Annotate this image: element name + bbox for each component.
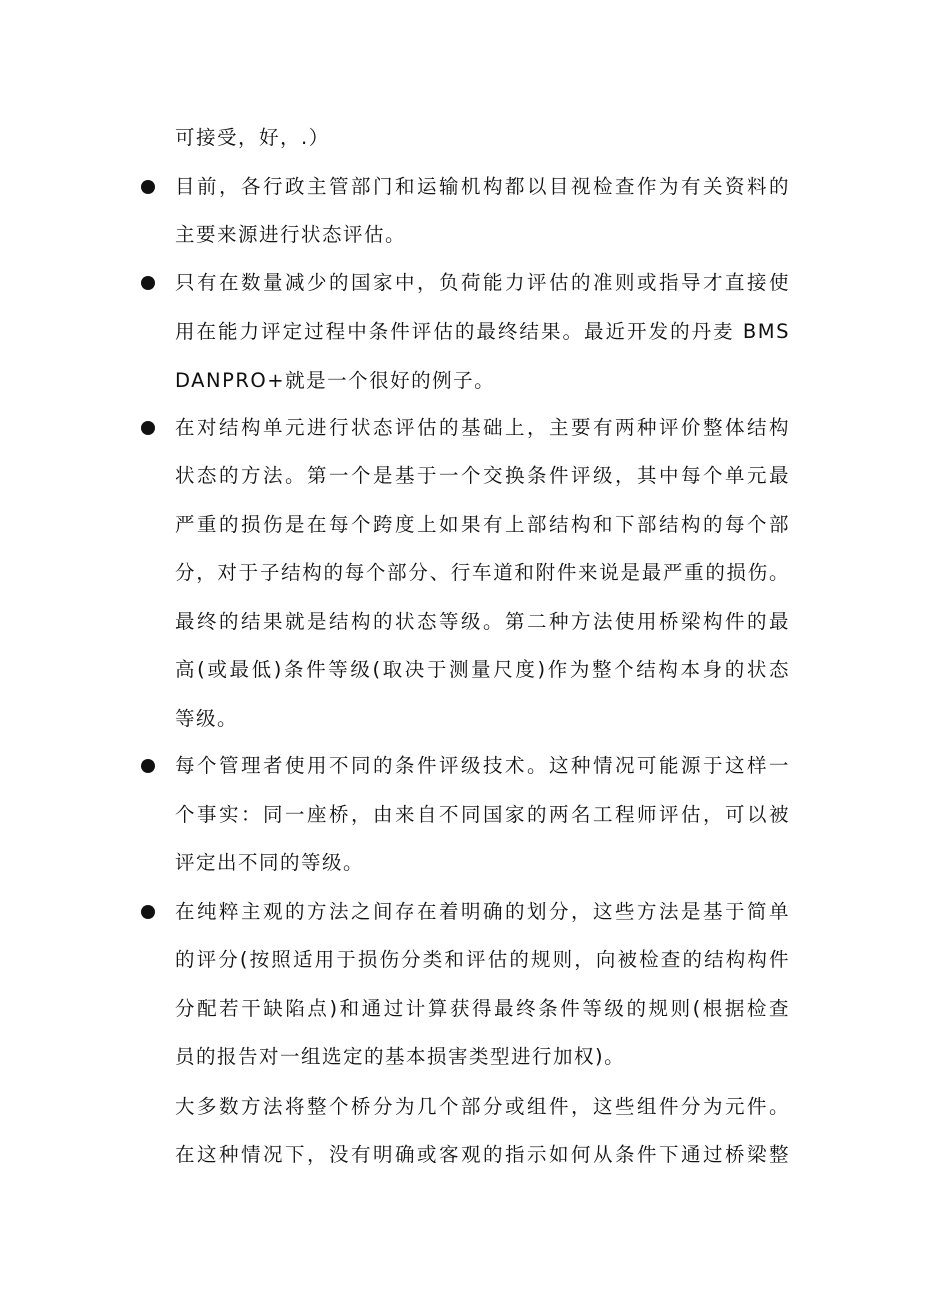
text-line: 等级。 <box>175 707 239 730</box>
text-line: 在纯粹主观的方法之间存在着明确的划分，这些方法是基于简单 <box>175 900 790 923</box>
text-line: 可接受，好，.） <box>175 126 330 149</box>
bullet-icon <box>141 180 155 194</box>
text-line: 个事实：同一座桥，由来自不同国家的两名工程师评估，可以被 <box>175 803 790 826</box>
text-line: 分，对于子结构的每个部分、行车道和附件来说是最严重的损伤。 <box>175 561 790 584</box>
bullet-icon <box>141 421 155 435</box>
text-line: 用在能力评定过程中条件评估的最终结果。最近开发的丹麦 BMS <box>175 320 790 343</box>
text-line: 大多数方法将整个桥分为几个部分或组件，这些组件分为元件。 <box>175 1095 790 1118</box>
text-line: 在对结构单元进行状态评估的基础上，主要有两种评价整体结构 <box>175 416 790 439</box>
text-line: 高(或最低)条件等级(取决于测量尺度)作为整个结构本身的状态 <box>175 658 790 681</box>
text-line: 主要来源进行状态评估。 <box>175 223 407 246</box>
text-line: 最终的结果就是结构的状态等级。第二种方法使用桥梁构件的最 <box>175 610 790 633</box>
text-line: 状态的方法。第一个是基于一个交换条件评级，其中每个单元最 <box>175 464 790 487</box>
text-line: 每个管理者使用不同的条件评级技术。这种情况可能源于这样一 <box>175 754 790 777</box>
bullet-icon <box>141 276 155 290</box>
text-line: 目前，各行政主管部门和运输机构都以目视检查作为有关资料的 <box>175 175 790 198</box>
bullet-icon <box>141 759 155 773</box>
text-line: 严重的损伤是在每个跨度上如果有上部结构和下部结构的每个部 <box>175 513 790 536</box>
text-line: 分配若干缺陷点)和通过计算获得最终条件等级的规则(根据检查 <box>175 997 790 1020</box>
text-line: DANPRO+就是一个很好的例子。 <box>175 369 496 392</box>
text-line: 员的报告对一组选定的基本损害类型进行加权)。 <box>175 1045 626 1068</box>
text-line: 只有在数量减少的国家中，负荷能力评估的准则或指导才直接使 <box>175 271 790 294</box>
text-line: 的评分(按照适用于损伤分类和评估的规则，向被检查的结构构件 <box>175 948 790 971</box>
bullet-icon <box>141 905 155 919</box>
text-line: 在这种情况下，没有明确或客观的指示如何从条件下通过桥梁整 <box>175 1143 790 1166</box>
text-line: 评定出不同的等级。 <box>175 851 365 874</box>
